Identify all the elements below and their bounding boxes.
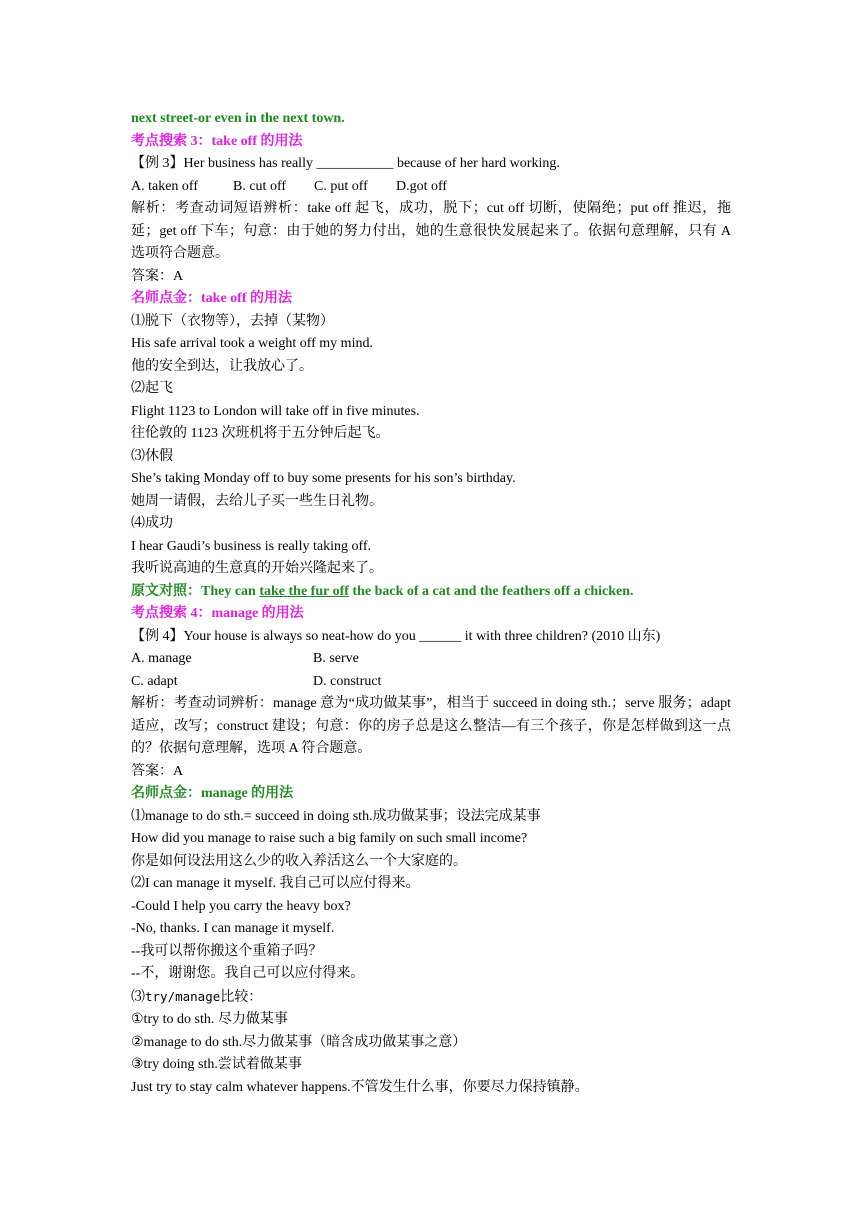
comparison-label: 比较： [220, 989, 263, 1005]
section-heading: 考点搜索 4：manage 的用法 [131, 606, 304, 621]
document-body [131, 108, 731, 1099]
analysis-paragraph: 解析：考查动词辨析：manage 意为“成功做某事”，相当于 succeed in doing sth.；serve 服务；adapt 适应，改写；construct 建设；句意：你的房子总是这么整洁—有三个孩子，你是怎样做到这一点的？依据句意理解，选项 A 符合题意。 [131, 696, 731, 756]
option-c: C. adapt [131, 673, 178, 689]
text-line: ⑶休假 [131, 448, 173, 464]
option-b: B. cut off [233, 178, 287, 194]
text-line: ⑵起飞 [131, 381, 173, 396]
answer-line: 答案：A [131, 268, 184, 284]
underlined-phrase: take the fur off [259, 583, 349, 599]
list-item: ②manage to do sth.尽力做某事（暗含成功做某事之意） [131, 1034, 467, 1050]
dialog-line: -No, thanks. I can manage it myself. [131, 921, 335, 936]
question-line [131, 626, 731, 649]
option-a: A. manage [131, 651, 192, 666]
translation-line: 她周一请假，去给儿子买一些生日礼物。 [131, 493, 383, 509]
option-c: C. put off [314, 178, 368, 194]
options-line [131, 671, 731, 694]
analysis-paragraph: 解析：考查动词短语辨析：take off 起飞，成功，脱下；cut off 切断，使隔绝；put off 推迟，拖延；get off 下车；句意：由于她的努力付出，她的生意很快发展起来了。依据句意理解，只有 A 选项符合题意。 [131, 201, 731, 261]
dialog-translation: --不，谢谢您。我自己可以应付得来。 [131, 966, 365, 981]
list-item: ③try doing sth.尝试着做某事 [131, 1057, 302, 1072]
comparison-terms: try/manage [145, 988, 221, 1004]
option-d: D.got off [396, 178, 448, 194]
example-sentence: She’s taking Monday off to buy some presents for his son’s birthday. [131, 471, 516, 486]
text-line: next street-or even in the next town. [131, 111, 345, 126]
example-tag: 【例 4】 [131, 628, 184, 644]
original-label: 原文对照：They can [131, 583, 260, 599]
number-mark: ⑶ [131, 989, 145, 1005]
original-text-line [131, 581, 731, 604]
translation-line: 他的安全到达，让我放心了。 [131, 358, 313, 374]
translation-line: 你是如何设法用这么少的收入养活这么一个大家庭的。 [131, 853, 467, 869]
translation-line: 往伦敦的 1123 次班机将于五分钟后起飞。 [131, 426, 390, 441]
list-item: ①try to do sth. 尽力做某事 [131, 1012, 288, 1027]
question-text: Her business has really ___________ because of her hard working. [183, 156, 560, 171]
options-line [131, 648, 731, 671]
original-rest: the back of a cat and the feathers off a chicken. [348, 583, 634, 599]
example-sentence: I hear Gaudi’s business is really taking off. [131, 538, 372, 554]
text-line: ⑵I can manage it myself. 我自己可以应付得来。 [131, 876, 420, 891]
example-sentence: How did you manage to raise such a big family on such small income? [131, 831, 528, 846]
dialog-line: -Could I help you carry the heavy box? [131, 898, 351, 914]
example-sentence: His safe arrival took a weight off my mind. [131, 336, 373, 351]
example-sentence: Flight 1123 to London will take off in five minutes. [131, 403, 420, 419]
tip-heading: 名师点金：manage 的用法 [131, 786, 294, 801]
translation-line: 我听说高迪的生意真的开始兴隆起来了。 [131, 561, 383, 576]
text-line: ⑴manage to do sth.= succeed in doing sth.成功做某事；设法完成某事 [131, 808, 541, 824]
dialog-translation: --我可以帮你搬这个重箱子吗？ [131, 943, 323, 959]
question-text: Your house is always so neat-how do you ______ it with three children? (2010 山东) [183, 628, 661, 644]
example-tag: 【例 3】 [131, 156, 184, 171]
option-a: A. taken off [131, 178, 198, 194]
section-heading: 考点搜索 3：take off 的用法 [131, 133, 303, 149]
example-sentence: Just try to stay calm whatever happens.不管发生什么事，你要尽力保持镇静。 [131, 1079, 589, 1095]
text-line: ⑷成功 [131, 516, 173, 531]
option-b: B. serve [313, 651, 359, 666]
option-d: D. construct [313, 673, 382, 689]
options-line [131, 176, 731, 199]
question-line [131, 153, 731, 176]
tip-heading: 名师点金：take off 的用法 [131, 291, 292, 306]
answer-line: 答案：A [131, 763, 184, 779]
comparison-heading [131, 986, 731, 1010]
text-line: ⑴脱下（衣物等），去掉（某物） [131, 313, 334, 329]
